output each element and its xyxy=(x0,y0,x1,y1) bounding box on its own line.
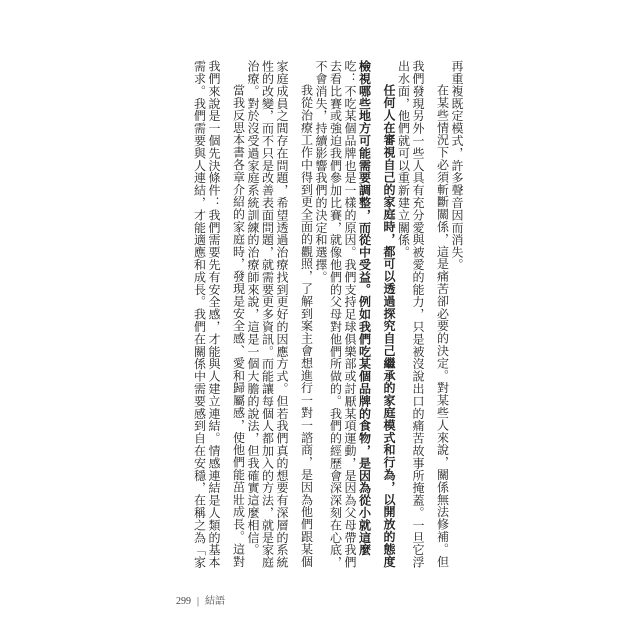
section-title: 結語 xyxy=(205,596,226,607)
text-column: 當我反思本書各章介紹的家庭時，發現是安全感、愛和歸屬感，使他們能茁壯成長。這對 xyxy=(231,84,246,568)
text-column: 檢視哪些地方可能需要調整，而從中受益。例如我們吃某個品牌的食物，是因為從小就這麼 xyxy=(357,60,372,556)
text-column: 在某些情況下必須斬斷關係，這是痛苦卻必要的決定。對某些人來說，關係無法修補。但 xyxy=(435,84,450,568)
page-footer xyxy=(176,592,225,607)
footer-separator: | xyxy=(197,596,200,607)
text-column: 吃：不吃某個品牌也是一樣的原因。我們支持足球俱樂部或討厭某項運動，是因為父母帶我們 xyxy=(343,60,357,569)
text-column: 我們發現另外一些人具有充分愛與被愛的能力，只是被沒說出口的痛苦故事所掩蓋。一旦它浮 xyxy=(411,60,425,569)
text-column: 去看比賽或強迫我們參加比賽，就像他們的父母對他們所做的。我們的經歷會深深刻在心底， xyxy=(328,60,343,569)
text-column: 任何人在審視自己的家庭時，都可以透過探究自己繼承的家庭模式和行為，以開放的態度 xyxy=(382,84,396,568)
text-column: 家庭成員之間存在問題，希望透過治療找到更好的因應方式。但若我們真的想要有深層的系統 xyxy=(275,60,289,569)
page-number: 299 xyxy=(176,596,191,607)
text-column: 不會消失，持續影響我們的決定和選擇。 xyxy=(314,60,328,284)
body-text xyxy=(174,60,464,600)
text-column: 再重複既定模式，許多聲音因而消失。 xyxy=(450,60,464,271)
text-column: 我從治療工作中得到更全面的觀照，了解到案主會想進行一對一諮商，是因為他們跟某個 xyxy=(299,84,314,568)
text-column: 需求。我們需要與人連結，才能適應和成長。我們在關係中需要感到自在安穩，在稱之為「家 xyxy=(192,60,207,569)
text-column: 出水面，他們就可以重新建立關係。 xyxy=(396,60,411,259)
text-column: 性的改變，而不只是改善表面問題，就需要更多資訊。而能讓每個人都加入的方法，就是家庭 xyxy=(260,60,275,569)
text-column: 治療。對於沒受過家庭系統訓練的治療師來說，這是一個大膽的說法，但我確實這麼相信。 xyxy=(246,60,260,556)
text-column: 我們來說是一個先決條件：我們需要先有安全感，才能與人建立連結。情感連結是人類的基本 xyxy=(207,60,221,569)
